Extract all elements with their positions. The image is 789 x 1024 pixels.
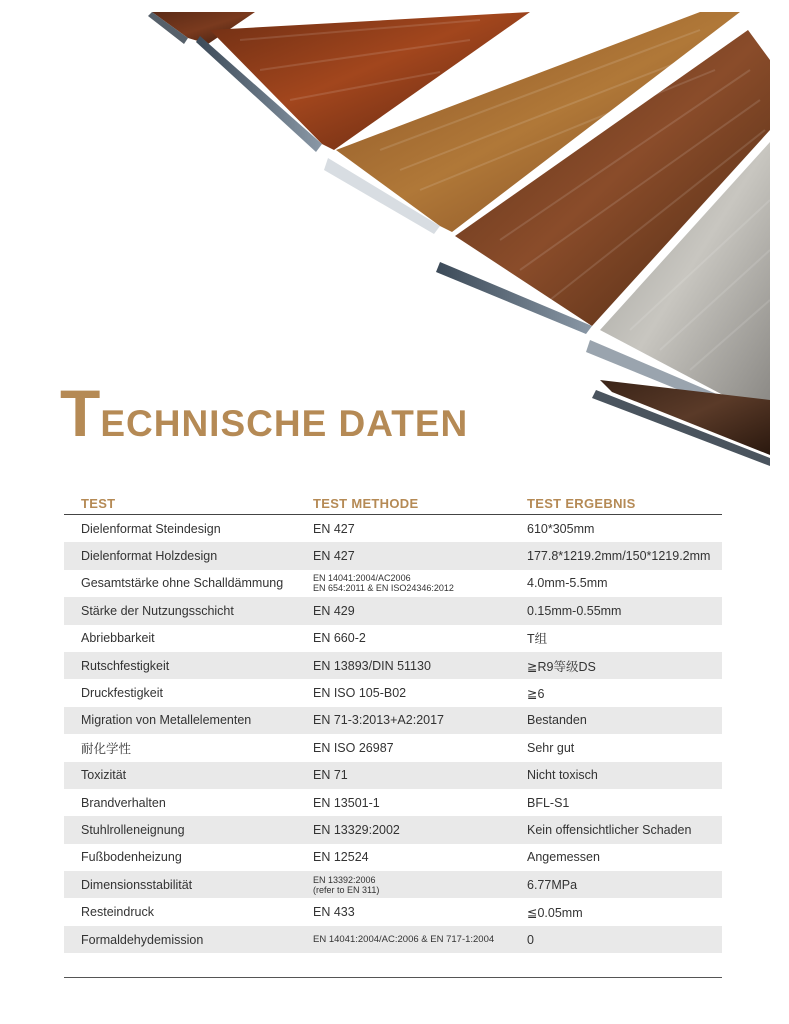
method-line: EN 654:2011 & EN ISO24346:2012: [313, 583, 454, 594]
header-test: TEST: [81, 496, 116, 511]
cell-test: Dielenformat Steindesign: [81, 521, 221, 536]
table-row: [64, 542, 722, 569]
cell-test-result: Nicht toxisch: [527, 768, 598, 783]
tech-data-table: [64, 489, 722, 953]
method-line: EN 71: [313, 768, 348, 783]
table-row: [64, 844, 722, 871]
cell-test-result: ≦0.05mm: [527, 905, 583, 920]
cell-test-method: [313, 741, 527, 755]
cell-test-result: T组: [527, 632, 548, 647]
cell-test: Gesamtstärke ohne Schalldämmung: [81, 576, 284, 591]
cell-test-result: Kein offensichtlicher Schaden: [527, 822, 692, 837]
cell-test: 耐化学性: [81, 741, 132, 756]
title-rest: ECHNISCHE DATEN: [100, 403, 469, 444]
cell-test-method: [313, 823, 527, 837]
method-line: EN 14041:2004/AC2006: [313, 573, 411, 584]
method-line: EN 433: [313, 905, 355, 920]
cell-test-result: 4.0mm-5.5mm: [527, 576, 608, 591]
cell-test-result: 610*305mm: [527, 521, 595, 536]
table-row: [64, 679, 722, 706]
cell-test: Brandverhalten: [81, 795, 166, 810]
cell-test: Abriebbarkeit: [81, 631, 155, 646]
method-line: EN ISO 26987: [313, 740, 394, 755]
title-initial: T: [60, 376, 101, 450]
method-line: EN 429: [313, 603, 355, 618]
method-line: EN 14041:2004/AC:2006 & EN 717-1:2004: [313, 934, 495, 946]
cell-test-method: [313, 686, 527, 700]
method-line: EN 12524: [313, 850, 369, 865]
cell-test-result: ≧6: [527, 686, 545, 701]
cell-test: Stuhlrolleneignung: [81, 822, 185, 837]
cell-test: Stärke der Nutzungsschicht: [81, 603, 234, 618]
method-line: EN 71-3:2013+A2:2017: [313, 713, 445, 728]
table-row: [64, 734, 722, 761]
table-row: [64, 871, 722, 898]
cell-test-result: 0: [527, 932, 534, 947]
cell-test-method: [313, 796, 527, 810]
method-line: EN ISO 105-B02: [313, 686, 407, 701]
method-line: EN 13501-1: [313, 795, 380, 810]
cell-test-method: [313, 713, 527, 727]
page-title: [60, 376, 469, 450]
cell-test-result: Angemessen: [527, 850, 600, 865]
cell-test-result: BFL-S1: [527, 795, 570, 810]
table-row: [64, 898, 722, 925]
cell-test-method: [313, 659, 527, 673]
cell-test: Rutschfestigkeit: [81, 658, 170, 673]
cell-test-method: [313, 604, 527, 618]
table-row: [64, 515, 722, 542]
header-test-method: TEST METHODE: [313, 496, 419, 511]
cell-test: Resteindruck: [81, 905, 154, 920]
method-line: EN 13893/DIN 51130: [313, 658, 431, 673]
cell-test-result: ≧R9等级DS: [527, 659, 596, 674]
cell-test-method: [313, 850, 527, 864]
header-test-result: TEST ERGEBNIS: [527, 496, 636, 511]
cell-test-result: 6.77MPa: [527, 877, 578, 892]
cell-test: Formaldehydemission: [81, 932, 204, 947]
cell-test: Dimensionsstabilität: [81, 877, 193, 892]
table-row: [64, 762, 722, 789]
method-line: EN 13329:2002: [313, 822, 400, 837]
cell-test: Dielenformat Holzdesign: [81, 549, 218, 564]
cell-test-result: 0.15mm-0.55mm: [527, 603, 622, 618]
method-line: (refer to EN 311): [313, 884, 380, 895]
cell-test-method: [313, 768, 527, 782]
table-row: [64, 570, 722, 597]
cell-test: Druckfestigkeit: [81, 686, 163, 701]
table-row: [64, 597, 722, 624]
method-line: EN 427: [313, 521, 355, 536]
table-header: [64, 489, 722, 515]
cell-test-method: [313, 905, 527, 919]
cell-test-result: Sehr gut: [527, 740, 575, 755]
cell-test-method: [313, 631, 527, 645]
method-line: EN 427: [313, 549, 355, 564]
cell-test-method: [313, 573, 527, 593]
table-row: [64, 926, 722, 953]
table-row: [64, 789, 722, 816]
cell-test-method: [313, 522, 527, 536]
table-row: [64, 816, 722, 843]
bottom-divider: [64, 977, 722, 978]
cell-test-result: 177.8*1219.2mm/150*1219.2mm: [527, 549, 711, 564]
method-line: EN 660-2: [313, 631, 366, 646]
table-body: [64, 515, 722, 953]
table-row: [64, 707, 722, 734]
cell-test-method: [313, 934, 527, 945]
cell-test-method: [313, 875, 527, 895]
cell-test: Toxizität: [81, 768, 127, 783]
cell-test: Fußbodenheizung: [81, 850, 182, 865]
cell-test-result: Bestanden: [527, 713, 587, 728]
table-row: [64, 652, 722, 679]
table-row: [64, 625, 722, 652]
method-line: EN 13392:2006: [313, 874, 376, 885]
cell-test-method: [313, 549, 527, 563]
cell-test: Migration von Metallelementen: [81, 713, 252, 728]
